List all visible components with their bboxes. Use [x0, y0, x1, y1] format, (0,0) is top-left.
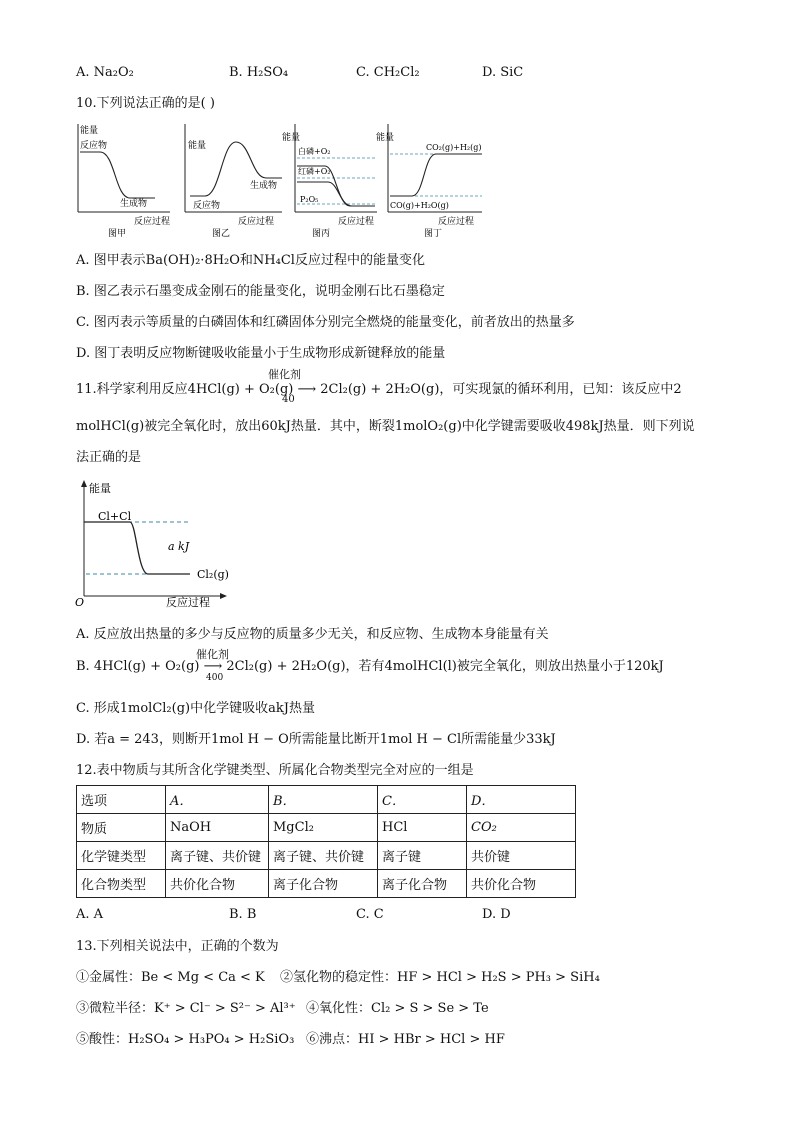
q10-option-c: C. 图丙表示等质量的白磷固体和红磷固体分别完全燃烧的能量变化，前者放出的热量多: [76, 315, 575, 330]
table-cell: A．: [166, 786, 269, 814]
jia-process-label: 反应过程: [134, 217, 171, 227]
q10-stem: 10.下列说法正确的是( ): [76, 96, 215, 111]
q11-temp: 40: [282, 394, 295, 405]
q10-option-d: D. 图丁表明反应物断键吸收能量小于生成物形成新键释放的能量: [76, 346, 446, 361]
table-cell: 物质: [77, 814, 166, 842]
q10-figures: [70, 120, 490, 242]
q11-top-label: Cl+Cl: [98, 510, 132, 523]
table-cell: 共价键: [467, 842, 576, 870]
q12-option-a: A. A: [76, 907, 104, 922]
table-cell: 共价化合物: [467, 870, 576, 898]
q13-item-5: ⑤酸性：H₂SO₄ > H₃PO₄ > H₂SiO₃: [76, 1032, 295, 1047]
bing-white-p-label: 白磷+O₂: [298, 147, 331, 156]
q12-option-b: B. B: [229, 907, 257, 922]
q12-table: [76, 785, 576, 898]
yi-process-label: 反应过程: [238, 217, 275, 227]
q11-optb-temp: 400: [206, 673, 224, 683]
jia-product-label: 生成物: [120, 199, 148, 209]
table-cell: HCl: [378, 814, 467, 842]
table-cell: 离子键: [378, 842, 467, 870]
figure-yi: [185, 124, 282, 239]
table-row: [77, 814, 576, 842]
q13-item-1: ①金属性：Be < Mg < Ca < K: [76, 970, 265, 985]
table-cell: MgCl₂: [269, 814, 378, 842]
table-cell: 共价化合物: [166, 870, 269, 898]
q9-option-b: B. H₂SO₄: [229, 65, 289, 80]
q11-energy-label: 能量: [89, 482, 111, 495]
yi-product-label: 生成物: [250, 181, 278, 191]
q13-item-3: ③微粒半径：K⁺ > Cl⁻ > S²⁻ > Al³⁺: [76, 1001, 296, 1016]
q11-line2: molHCl(g)被完全氧化时，放出60kJ热量．其中，断裂1molO₂(g)中化学键需要吸收498kJ热量．则下列说: [76, 419, 695, 434]
table-row: [77, 842, 576, 870]
table-cell: B．: [269, 786, 378, 814]
q9-option-a: A. Na₂O₂: [76, 65, 134, 80]
bing-energy-label: 能量: [282, 133, 301, 143]
table-cell: 选项: [77, 786, 166, 814]
jia-reactant-label: 反应物: [80, 141, 108, 151]
table-header-row: [77, 786, 576, 814]
q11-bottom-label: Cl₂(g): [197, 568, 229, 581]
q11-figure: [72, 478, 242, 610]
q13-item-2: ②氢化物的稳定性：HF > HCl > H₂S > PH₃ > SiH₄: [280, 970, 600, 985]
yi-energy-label: 能量: [188, 141, 207, 151]
q11-line3: 法正确的是: [76, 450, 142, 465]
table-cell: 化学键类型: [77, 842, 166, 870]
ding-energy-label: 能量: [376, 133, 395, 143]
figure-jia: [78, 124, 170, 239]
table-cell: 离子键、共价键: [269, 842, 378, 870]
q12-option-c: C. C: [356, 907, 384, 922]
jia-caption: 图甲: [108, 229, 127, 239]
table-cell: C．: [378, 786, 467, 814]
q11-origin-label: O: [75, 596, 85, 609]
q10-option-a: A. 图甲表示Ba(OH)₂·8H₂O和NH₄Cl反应过程中的能量变化: [76, 253, 425, 268]
q11-process-label: 反应过程: [166, 596, 210, 609]
table-cell: 离子键、共价键: [166, 842, 269, 870]
q13-stem: 13.下列相关说法中，正确的个数为: [76, 939, 279, 954]
q11-option-d: D. 若a = 243，则断开1mol H − O所需能量比断开1mol H − Cl所需能量少33kJ: [76, 732, 556, 747]
table-row: [77, 870, 576, 898]
yi-caption: 图乙: [212, 229, 231, 239]
table-cell: 化合物类型: [77, 870, 166, 898]
table-cell: D．: [467, 786, 576, 814]
q11-line1: 11.科学家利用反应4HCl(g) + O₂(g) ⟶ 2Cl₂(g) + 2H₂O(g)，可实现氯的循环利用，已知：该反应中2: [76, 382, 682, 397]
bing-caption: 图丙: [312, 229, 331, 239]
table-cell: 离子化合物: [378, 870, 467, 898]
q13-item-4: ④氧化性：Cl₂ > S > Se > Te: [306, 1001, 489, 1016]
table-cell: CO₂: [467, 814, 576, 842]
table-cell: 离子化合物: [269, 870, 378, 898]
q10-option-b: B. 图乙表示石墨变成金刚石的能量变化，说明金刚石比石墨稳定: [76, 284, 445, 299]
ding-top-label: CO₂(g)+H₂(g): [426, 143, 482, 152]
q12-option-d: D. D: [482, 907, 511, 922]
figure-bing: [282, 124, 377, 239]
q11-option-c: C. 形成1molCl₂(g)中化学键吸收akJ热量: [76, 701, 315, 716]
q11-option-a: A. 反应放出热量的多少与反应物的质量多少无关，和反应物、生成物本身能量有关: [76, 627, 549, 642]
ding-process-label: 反应过程: [438, 217, 475, 227]
q9-option-c: C. CH₂Cl₂: [356, 65, 420, 80]
q11-catalyst: 催化剂: [268, 368, 301, 381]
q13-item-6: ⑥沸点：HI > HBr > HCl > HF: [306, 1032, 505, 1047]
q11-delta-label: a kJ: [168, 540, 190, 553]
table-cell: NaOH: [166, 814, 269, 842]
yi-reactant-label: 反应物: [193, 201, 221, 211]
jia-energy-label: 能量: [80, 126, 99, 136]
q11-option-b: B. 4HCl(g) + O₂(g) ⟶ 2Cl₂(g) + 2H₂O(g)，若有4molHCl(l)被完全氧化，则放出热量小于120kJ: [76, 659, 664, 674]
bing-p2o5-label: P₂O₅: [300, 195, 319, 204]
q11-optb-catalyst: 催化剂: [196, 648, 229, 661]
q12-stem: 12.表中物质与其所含化学键类型、所属化合物类型完全对应的一组是: [76, 763, 474, 778]
bing-red-p-label: 红磷+O₂: [298, 167, 331, 176]
q9-option-d: D. SiC: [482, 65, 524, 80]
ding-caption: 图丁: [424, 229, 443, 239]
ding-bottom-label: CO(g)+H₂O(g): [390, 201, 449, 210]
bing-process-label: 反应过程: [338, 217, 375, 227]
figure-ding: [376, 124, 482, 239]
